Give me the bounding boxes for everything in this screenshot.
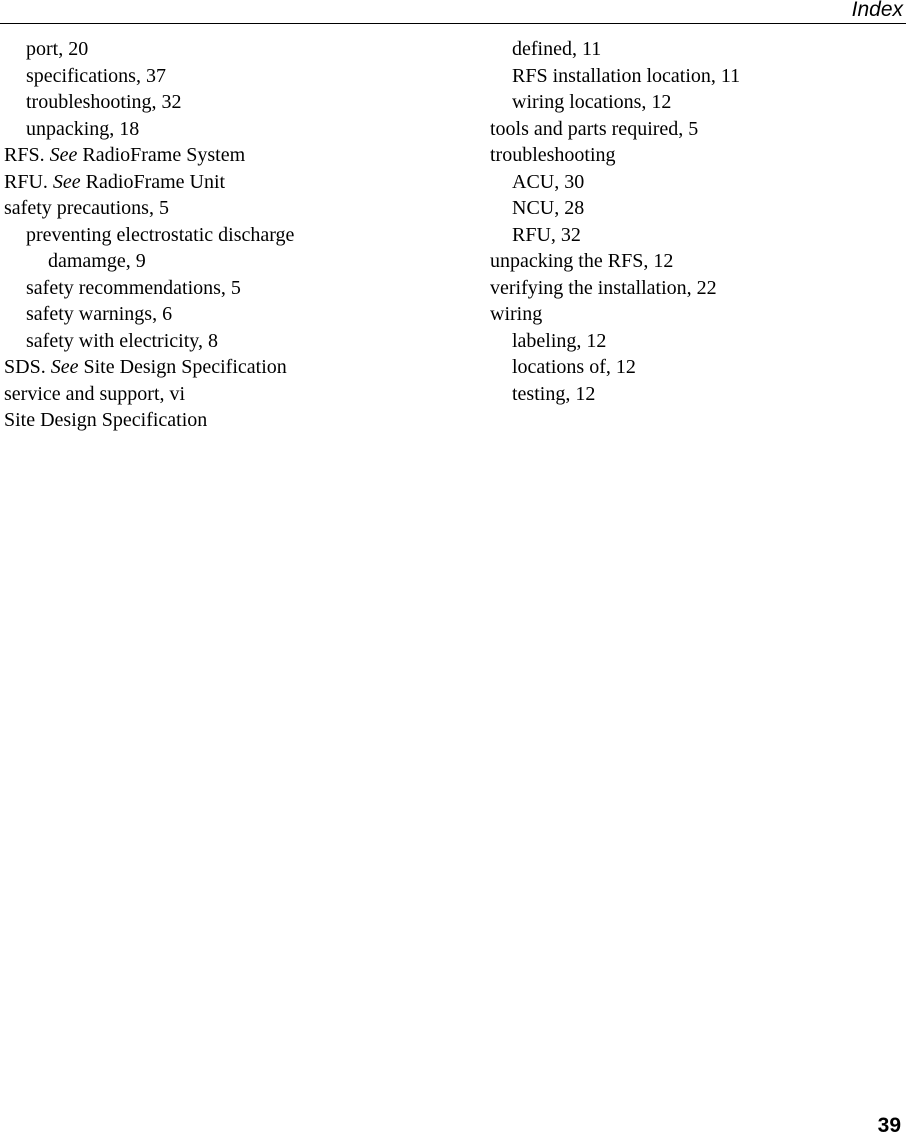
index-entry-text: safety precautions, 5: [4, 197, 169, 219]
index-entry-text: SDS.: [4, 356, 46, 378]
see-reference-target: RadioFrame System: [82, 144, 246, 166]
index-entry-text: troubleshooting: [490, 144, 616, 166]
index-entry: [490, 142, 900, 169]
see-reference-label: See: [52, 170, 81, 193]
index-entry: [4, 116, 464, 143]
index-entry: [4, 354, 464, 381]
see-reference-target: Site Design Specification: [83, 356, 287, 378]
index-entry: [490, 169, 900, 196]
running-header-title: Index: [851, 0, 903, 21]
index-entry: [4, 195, 464, 222]
index-entry: [4, 301, 464, 328]
index-entry: [490, 248, 900, 275]
index-entry: [490, 381, 900, 408]
index-entry: [4, 381, 464, 408]
index-column-right: [490, 36, 900, 407]
index-entry: [490, 275, 900, 302]
index-entry-text: RFS installation location, 11: [512, 64, 741, 87]
index-entry-text: Site Design Specification: [4, 409, 208, 431]
index-entry: [4, 89, 464, 116]
index-entry-text: safety with electricity, 8: [26, 329, 218, 352]
index-entry: [4, 36, 464, 63]
index-entry: [4, 63, 464, 90]
index-entry-text: port, 20: [26, 38, 89, 60]
page-number: 39: [877, 1114, 901, 1137]
index-entry: [490, 354, 900, 381]
index-entry-text: RFU, 32: [512, 223, 581, 246]
index-entry-text: unpacking, 18: [26, 117, 140, 140]
index-entry: [490, 328, 900, 355]
index-entry-text: service and support, vi: [4, 382, 186, 405]
index-entry-text: ACU, 30: [512, 170, 585, 193]
index-entry: [490, 89, 900, 116]
index-entry: [490, 222, 900, 249]
index-entry-text: RFU.: [4, 170, 48, 193]
header-divider: [0, 23, 906, 24]
index-entry-text: defined, 11: [512, 38, 602, 60]
index-entry: [490, 63, 900, 90]
index-entry: [490, 36, 900, 63]
index-entry-text: unpacking the RFS, 12: [490, 250, 674, 272]
index-entry-text: wiring: [490, 303, 543, 325]
index-entry-text: testing, 12: [512, 382, 596, 405]
see-reference-label: See: [50, 356, 79, 378]
index-entry-text: NCU, 28: [512, 197, 585, 219]
index-entry-text: troubleshooting, 32: [26, 91, 182, 113]
index-entry-text: RFS.: [4, 144, 45, 166]
index-entry: [4, 169, 464, 196]
index-entry-text: wiring locations, 12: [512, 91, 672, 113]
index-entry-text: labeling, 12: [512, 329, 607, 352]
index-column-left: [4, 36, 464, 434]
index-entry: [4, 407, 464, 434]
index-entry-text: safety warnings, 6: [26, 303, 173, 325]
index-entry-text: locations of, 12: [512, 356, 636, 378]
index-entry-text: tools and parts required, 5: [490, 117, 699, 140]
index-entry: [490, 195, 900, 222]
index-entry: [4, 248, 464, 275]
see-reference-target: RadioFrame Unit: [85, 170, 226, 193]
index-entry-text: specifications, 37: [26, 64, 166, 87]
index-entry: [4, 142, 464, 169]
see-reference-label: See: [49, 144, 78, 166]
index-entry: [4, 328, 464, 355]
index-entry: [490, 301, 900, 328]
index-entry-text: safety recommendations, 5: [26, 276, 241, 299]
index-entry-text: preventing electrostatic discharge: [26, 223, 295, 246]
index-entry-text: damamge, 9: [48, 250, 146, 272]
index-entry: [4, 275, 464, 302]
index-entry: [490, 116, 900, 143]
index-entry-text: verifying the installation, 22: [490, 276, 717, 299]
index-entry: [4, 222, 464, 249]
